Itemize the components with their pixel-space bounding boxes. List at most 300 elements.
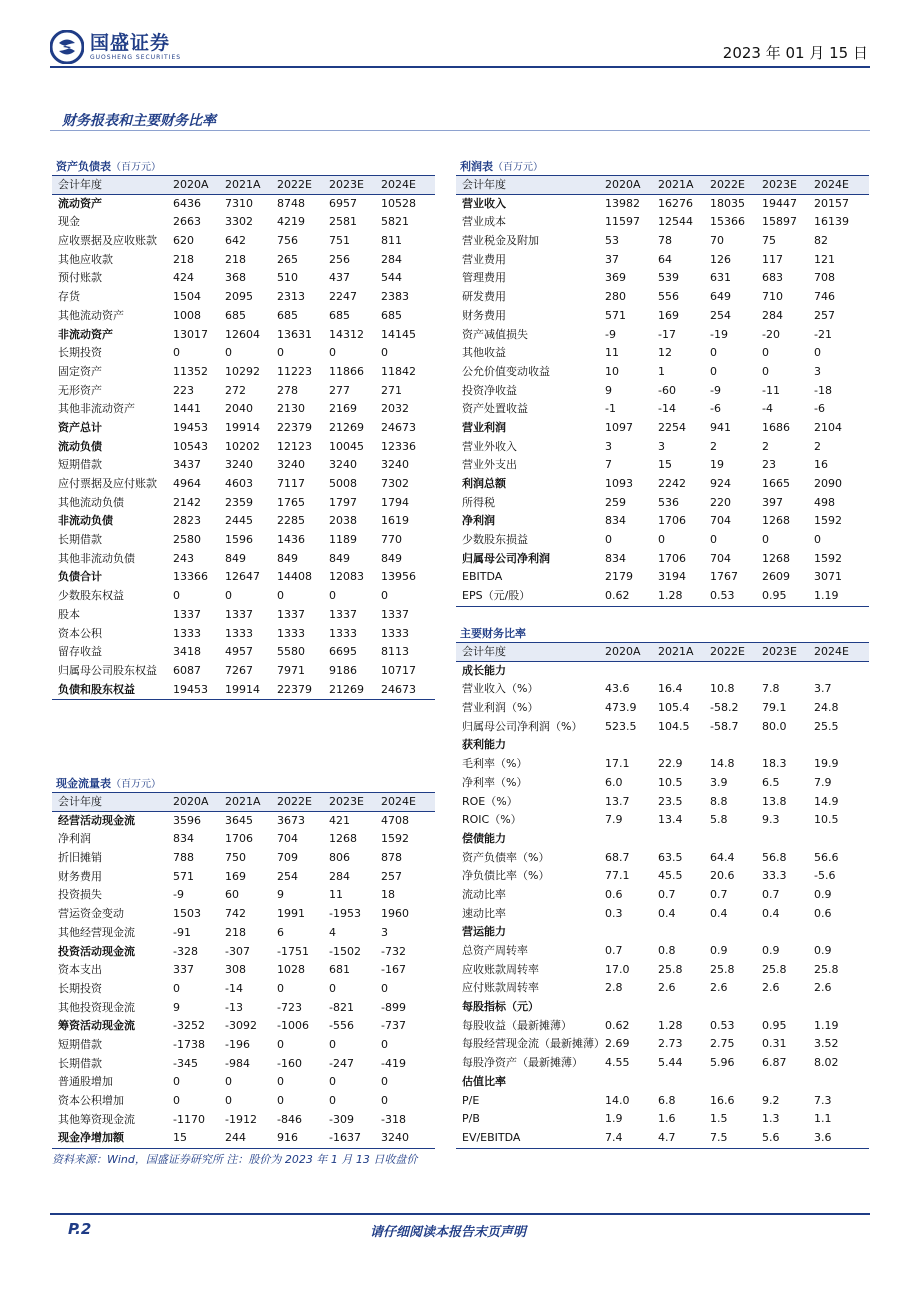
row-label: 资产减值损失 [462,327,528,341]
table-row [456,419,869,438]
row-value: -1170 [173,1112,205,1126]
row-value: 681 [329,963,350,977]
row-value: 1028 [277,963,305,977]
row-value: 3596 [173,813,201,827]
table-unit: （百万元） [111,779,161,790]
row-value: 7267 [225,663,253,677]
row-value: 4.55 [605,1056,630,1070]
row-value: 271 [381,383,402,397]
row-value: -328 [173,944,198,958]
row-value: -4 [762,402,773,416]
row-value: 10717 [381,663,416,677]
row-value: 0.8 [658,944,676,957]
row-value: 878 [381,851,402,865]
row-label: 投资活动现金流 [58,944,135,958]
row-value: 25.8 [658,962,683,976]
row-value: 685 [381,308,402,322]
row-value: 556 [658,290,679,304]
row-label: ROE（%） [462,794,518,808]
row-value: 8.02 [814,1056,839,1070]
row-value: 9.3 [762,813,780,827]
row-value: 5580 [277,645,305,659]
row-label: 资产负债率（%） [462,850,550,864]
guosheng-logo-icon [50,30,84,64]
row-value: -20 [762,327,780,341]
row-value [605,736,658,755]
table-row [52,550,435,569]
row-value: -1 [605,402,616,416]
row-label: 预付账款 [58,271,102,285]
table-row [52,1111,435,1130]
row-value: 2.6 [710,981,728,995]
row-value: 0.7 [762,887,780,901]
row-value: 218 [225,925,246,939]
row-label: 非流动资产 [58,327,113,341]
row-value: 536 [658,495,679,509]
row-value: 2.69 [605,1037,630,1051]
row-value: 0 [762,533,769,547]
table-header-row [456,643,869,662]
row-value: -18 [814,383,832,397]
row-label: 其他经营现金流 [58,925,135,939]
table-row [52,344,435,363]
row-value: 0.4 [710,906,728,920]
table-row [456,699,869,718]
row-value: 0 [173,346,180,360]
table-row [456,344,869,363]
row-value: 21269 [329,682,364,696]
row-value: 10528 [381,196,416,210]
row-label: 少数股东权益 [58,589,124,603]
row-value: 284 [381,252,402,266]
row-value: 1.28 [658,1018,683,1032]
row-label: 普通股增加 [58,1075,113,1089]
row-value: 254 [710,308,731,322]
row-value: 25.8 [710,962,735,976]
row-value: 0 [329,981,336,995]
row-label: 现金 [58,215,80,229]
row-label: 营运能力 [462,925,506,939]
row-label: 资产总计 [58,420,102,434]
row-value: 1794 [381,495,409,509]
row-value: 169 [225,869,246,883]
table-caption [52,775,435,793]
row-value: -19 [710,327,728,341]
row-value: 1.1 [814,1112,832,1126]
row-value: 19914 [225,420,260,434]
row-value: -1637 [329,1131,361,1145]
row-value: -821 [329,1000,354,1014]
row-value: 78 [658,234,672,248]
row-value: 7.8 [762,682,780,696]
table-row [456,400,869,419]
row-value: 2 [814,439,821,453]
table-row [456,269,869,288]
row-value: 64 [658,252,672,266]
row-value: 2.6 [814,981,832,995]
table-row [456,382,869,401]
row-value: 849 [381,551,402,565]
header-year: 2024E [381,795,416,808]
row-value: 2038 [329,514,357,528]
row-label: 筹资活动现金流 [58,1019,135,1033]
row-label: 管理费用 [462,271,506,285]
row-value: 13982 [605,196,640,210]
row-value: 0 [381,981,388,995]
row-value: 2 [710,439,717,453]
row-value: 1337 [173,607,201,621]
row-value: 0 [381,1075,388,1089]
row-value: 12123 [277,439,312,453]
row-value [605,830,658,849]
table-row [52,1017,435,1036]
table-row [456,307,869,326]
header-year: 2023E [762,645,797,658]
row-value: 571 [173,869,194,883]
row-value: 5821 [381,215,409,229]
table-row [456,718,869,737]
row-value: 117 [762,252,783,266]
header-year: 2023E [762,178,797,191]
row-value: -1912 [225,1112,257,1126]
row-value: 1765 [277,495,305,509]
row-value: 9 [277,888,284,902]
row-value: 834 [605,551,626,565]
row-value [814,736,869,755]
row-value: 0 [381,1094,388,1107]
row-value [710,662,762,681]
row-value: 1592 [381,832,409,846]
row-value: 1619 [381,514,409,528]
row-value: 4957 [225,645,253,659]
logo-chinese-name: 国盛证券 [90,32,171,54]
row-label: 归属母公司净利润 [462,551,550,565]
row-value: 0 [381,1037,388,1051]
row-label: 其他应收款 [58,252,113,266]
row-value: 1337 [329,607,357,621]
row-value: 571 [605,308,626,322]
row-value: 60 [225,888,239,902]
row-value: 5.8 [710,813,728,827]
row-value: 5.96 [710,1056,735,1070]
row-value: 14312 [329,327,364,341]
row-value: 2.73 [658,1037,683,1051]
table-row [52,606,435,625]
row-value [710,830,762,849]
row-value: 1333 [381,626,409,640]
row-value: -723 [277,1000,302,1014]
row-value: 2609 [762,570,790,584]
income-statement-table [456,158,869,607]
table-row [456,456,869,475]
row-value: 0.9 [814,887,832,901]
row-value [814,923,869,942]
row-label: 资本公积增加 [58,1094,124,1107]
row-value: 1337 [277,607,305,621]
row-value: 244 [225,1131,246,1145]
row-value: 24.8 [814,701,839,715]
row-value: 45.5 [658,869,683,883]
row-value: -6 [814,402,825,416]
table-row [456,587,869,606]
row-label: 其他投资现金流 [58,1000,135,1014]
row-value: -732 [381,944,406,958]
row-value: -984 [225,1056,250,1070]
header-year: 2020A [173,178,209,191]
table-title: 资产负债表 [56,160,111,173]
row-value: 23.5 [658,794,683,808]
row-label: 毛利率（%） [462,757,528,771]
table-row [52,812,435,831]
row-value [605,662,658,681]
row-value: 2 [762,439,769,453]
row-value: 788 [173,851,194,865]
row-value: 22379 [277,682,312,696]
row-value [814,830,869,849]
row-value: 3 [814,364,821,378]
row-label: 公允价值变动收益 [462,364,550,378]
table-row [52,943,435,962]
row-value [658,998,710,1017]
table-row [52,307,435,326]
row-label: 其他筹资现金流 [58,1112,135,1126]
row-value [814,662,869,681]
row-value: 3194 [658,570,686,584]
row-value: 11223 [277,364,312,378]
header-label: 会计年度 [462,178,506,191]
row-value: -6 [710,402,721,416]
row-value: 121 [814,252,835,266]
row-value: 4708 [381,813,409,827]
row-value: 0.53 [710,1018,735,1032]
row-value: 10.5 [658,775,683,789]
row-value: 17.1 [605,757,630,771]
table-row [52,868,435,887]
row-label: 财务费用 [58,869,102,883]
row-value: 68.7 [605,850,630,864]
row-value: 7302 [381,477,409,490]
row-value: 1189 [329,533,357,547]
row-value: 272 [225,383,246,397]
row-label: 其他非流动资产 [58,402,135,416]
row-value: 834 [605,514,626,528]
row-value: 2040 [225,402,253,416]
row-value: 2285 [277,514,305,528]
row-value: 916 [277,1131,298,1145]
row-value: 12336 [381,439,416,453]
row-value: 80.0 [762,719,787,733]
row-label: 所得税 [462,495,495,509]
row-value: 6957 [329,196,357,210]
row-label: P/B [462,1112,480,1126]
row-value: -318 [381,1112,406,1126]
row-value: 18035 [710,196,745,210]
row-value: 6.5 [762,775,780,789]
row-value: 18 [381,888,395,902]
row-value: -419 [381,1056,406,1070]
row-value: 631 [710,271,731,285]
row-value: 22.9 [658,757,683,771]
row-value: 254 [277,869,298,883]
row-value: -9 [173,888,184,902]
row-label: 股本 [58,607,80,621]
row-value: 12 [658,346,672,360]
row-label: 营业收入 [462,196,506,210]
row-value: 811 [381,234,402,248]
row-label: 留存收益 [58,645,102,659]
row-value: 11597 [605,215,640,229]
row-value: 0 [762,346,769,360]
row-value: 2104 [814,420,842,434]
row-label: 其他流动资产 [58,308,124,322]
row-value: 0.9 [814,944,832,957]
row-value: 751 [329,234,350,248]
row-value: 0 [658,533,665,547]
row-value: -1953 [329,907,361,921]
row-label: ROIC（%） [462,813,522,827]
table-row [52,1036,435,1055]
row-value: 6.87 [762,1056,787,1070]
table-row [456,438,869,457]
row-label: 营业利润 [462,420,506,434]
row-value: 1503 [173,907,201,921]
row-value: 620 [173,234,194,248]
row-value: 1504 [173,290,201,304]
row-label: 应收账款周转率 [462,962,539,976]
row-value: 16.6 [710,1093,735,1107]
row-value: 0 [329,1094,336,1107]
header-year: 2021A [225,795,261,808]
row-value: -1751 [277,944,309,958]
row-value: 16 [814,458,828,472]
row-value: 19447 [762,196,797,210]
row-value: 8.8 [710,794,728,808]
row-value: 0 [329,589,336,603]
row-value: -60 [658,383,676,397]
row-label: 归属母公司净利润（%） [462,719,583,733]
row-value: -307 [225,944,250,958]
row-value: 0 [225,346,232,360]
row-value: 13631 [277,327,312,341]
row-value: 710 [762,290,783,304]
row-value: -1006 [277,1019,309,1033]
row-value: 104.5 [658,719,690,733]
row-value: 1.28 [658,589,683,603]
table-row [52,326,435,345]
row-value: 257 [381,869,402,883]
row-value: 20.6 [710,869,735,883]
row-value: 510 [277,271,298,285]
row-value: 15 [173,1131,187,1145]
row-value: -17 [658,327,676,341]
row-value: 37 [605,252,619,266]
row-label: 投资净收益 [462,383,517,397]
row-value: 708 [814,271,835,285]
row-label: 无形资产 [58,383,102,397]
table-row [52,531,435,550]
row-value: -11 [762,383,780,397]
row-value: 3240 [381,1131,409,1145]
row-label: 资产处置收益 [462,402,528,416]
financial-ratios-table [456,625,869,1149]
row-value: 770 [381,533,402,547]
table-row [456,905,869,924]
header-year: 2023E [329,795,364,808]
table-row [456,830,869,849]
row-value [605,998,658,1017]
row-label: 长期借款 [58,1056,102,1070]
row-value: 6695 [329,645,357,659]
row-value: 1706 [658,514,686,528]
table-row [456,1092,869,1111]
header-year: 2021A [658,178,694,191]
balance-sheet-table [52,158,435,700]
table-row [456,793,869,812]
row-value: -14 [658,402,676,416]
row-value: 18.3 [762,757,787,771]
row-value: 64.4 [710,850,735,864]
row-value: 941 [710,420,731,434]
row-value: 1686 [762,420,790,434]
row-label: 营业利润（%） [462,701,539,715]
row-value: 849 [225,551,246,565]
table-caption [456,625,869,643]
row-value: 1.5 [710,1112,728,1126]
row-label: 存货 [58,290,80,304]
row-label: 资本公积 [58,626,102,640]
table-row [52,1129,435,1148]
row-value: 75 [762,234,776,248]
row-value: 8113 [381,645,409,659]
row-value: 4 [329,925,336,939]
row-value: 0 [329,1075,336,1089]
row-value: -846 [277,1112,302,1126]
row-value: 544 [381,271,402,285]
row-value: -3092 [225,1019,257,1033]
row-value: 437 [329,271,350,285]
row-value: 0 [277,1037,284,1051]
table-row [52,363,435,382]
row-value: 421 [329,813,350,827]
row-value: 1337 [225,607,253,621]
row-value: 1706 [658,551,686,565]
row-value: 7.3 [814,1093,832,1107]
row-value: 424 [173,271,194,285]
row-value: -737 [381,1019,406,1033]
table-title: 现金流量表 [56,777,111,790]
row-value: 7117 [277,477,305,490]
row-value [605,923,658,942]
company-logo [50,30,181,64]
row-value: 24673 [381,682,416,696]
row-value: 3 [658,439,665,453]
table-row [52,494,435,513]
row-value: 685 [329,308,350,322]
table-row [52,382,435,401]
table-row [52,456,435,475]
table-row [52,475,435,494]
row-value: 649 [710,290,731,304]
row-value: 742 [225,907,246,921]
row-value: 24673 [381,420,416,434]
row-value: 2445 [225,514,253,528]
row-value: 11842 [381,364,416,378]
row-value [658,1073,710,1092]
table-row [456,867,869,886]
row-value: 12544 [658,215,693,229]
table-row [52,681,435,700]
row-label: 速动比率 [462,906,506,920]
